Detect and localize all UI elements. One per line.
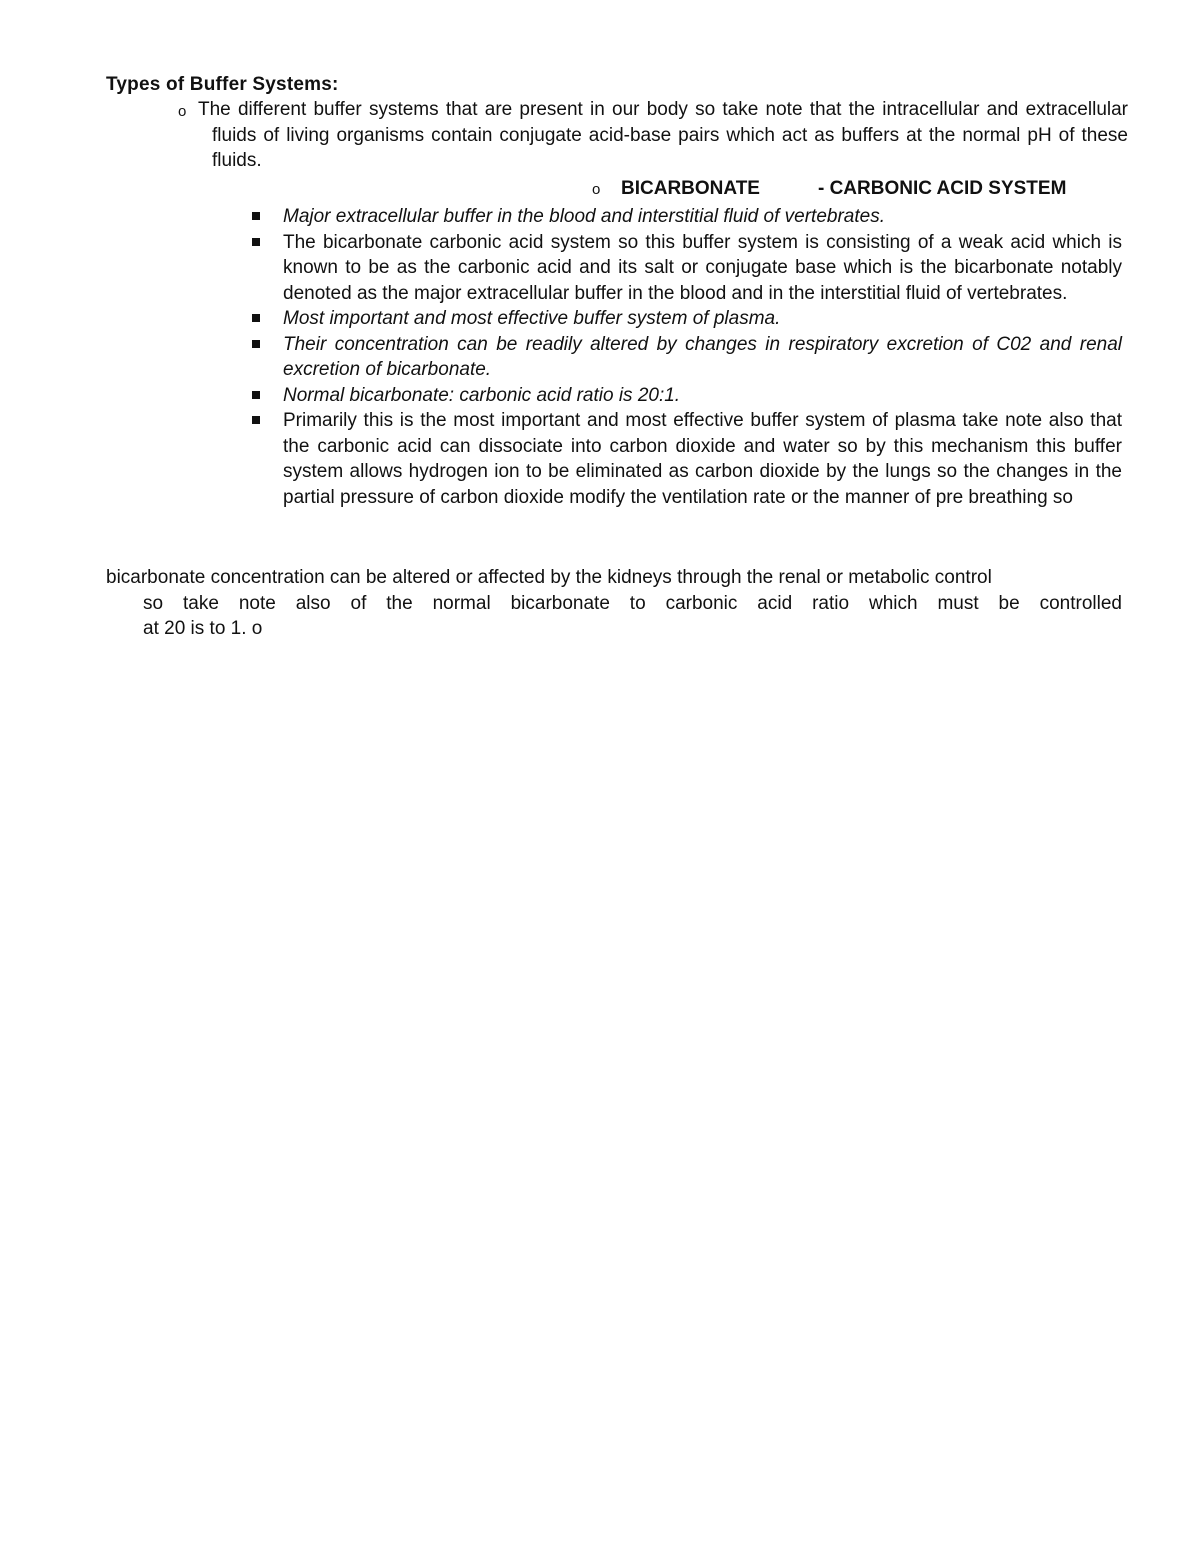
square-bullet-icon [252,416,260,424]
closing-line-2: so take note also of the normal bicarbonate to carbonic acid ratio which must be controlled [143,592,1122,614]
section-heading: Types of Buffer Systems: [106,74,339,95]
bullet-list [250,204,1122,510]
square-bullet-icon [252,238,260,246]
intro-text: The different buffer systems that are present in our body so take note that the intracellular and extracellular fluids of living organisms contain conjugate acid-base pairs which act as buffers at the normal pH of these fluids. [198,99,1128,171]
list-item [250,204,1122,230]
list-item-text: Normal bicarbonate: carbonic acid ratio is 20:1. [283,384,681,406]
list-item-text: Their concentration can be readily altered by changes in respiratory excretion of C02 and renal excretion of bicarbonate. [283,333,1122,380]
square-bullet-icon [252,340,260,348]
circle-bullet-icon: o [178,103,187,120]
list-item [250,230,1122,307]
list-item [250,383,1122,409]
square-bullet-icon [252,212,260,220]
intro-paragraph [178,97,1128,174]
subheading-part-1: BICARBONATE [621,178,760,199]
square-bullet-icon [252,314,260,322]
subheading-part-2: - CARBONIC ACID SYSTEM [817,178,1067,199]
system-subheading [592,176,1066,203]
closing-paragraph [106,565,1122,642]
list-item [250,332,1122,383]
list-item-text: Most important and most effective buffer system of plasma. [283,308,781,329]
list-item-text: Primarily this is the most important and most effective buffer system of plasma take note also that the carbonic acid can dissociate into carbon dioxide and water so by this mechanism this buffer system allows hydrogen ion to be eliminated as carbon dioxide by the lungs so the changes in the partial pressure of carbon dioxide modify the ventilation rate or the manner of pre breathing so [283,410,1122,508]
closing-line-3: at 20 is to 1. o [143,618,263,639]
list-item-text: The bicarbonate carbonic acid system so this buffer system is consisting of a weak acid which is known to be as the carbonic acid and its salt or conjugate base which is the bicarbonate notably denoted as the major extracellular buffer in the blood and in the interstitial fluid of vertebrates. [283,231,1122,304]
list-item [250,408,1122,510]
list-item-text: Major extracellular buffer in the blood and interstitial fluid of vertebrates. [283,206,885,227]
circle-bullet-icon: o [592,181,601,198]
list-item [250,306,1122,332]
closing-line-1: bicarbonate concentration can be altered or affected by the kidneys through the renal or metabolic control [106,567,992,588]
square-bullet-icon [252,391,260,399]
